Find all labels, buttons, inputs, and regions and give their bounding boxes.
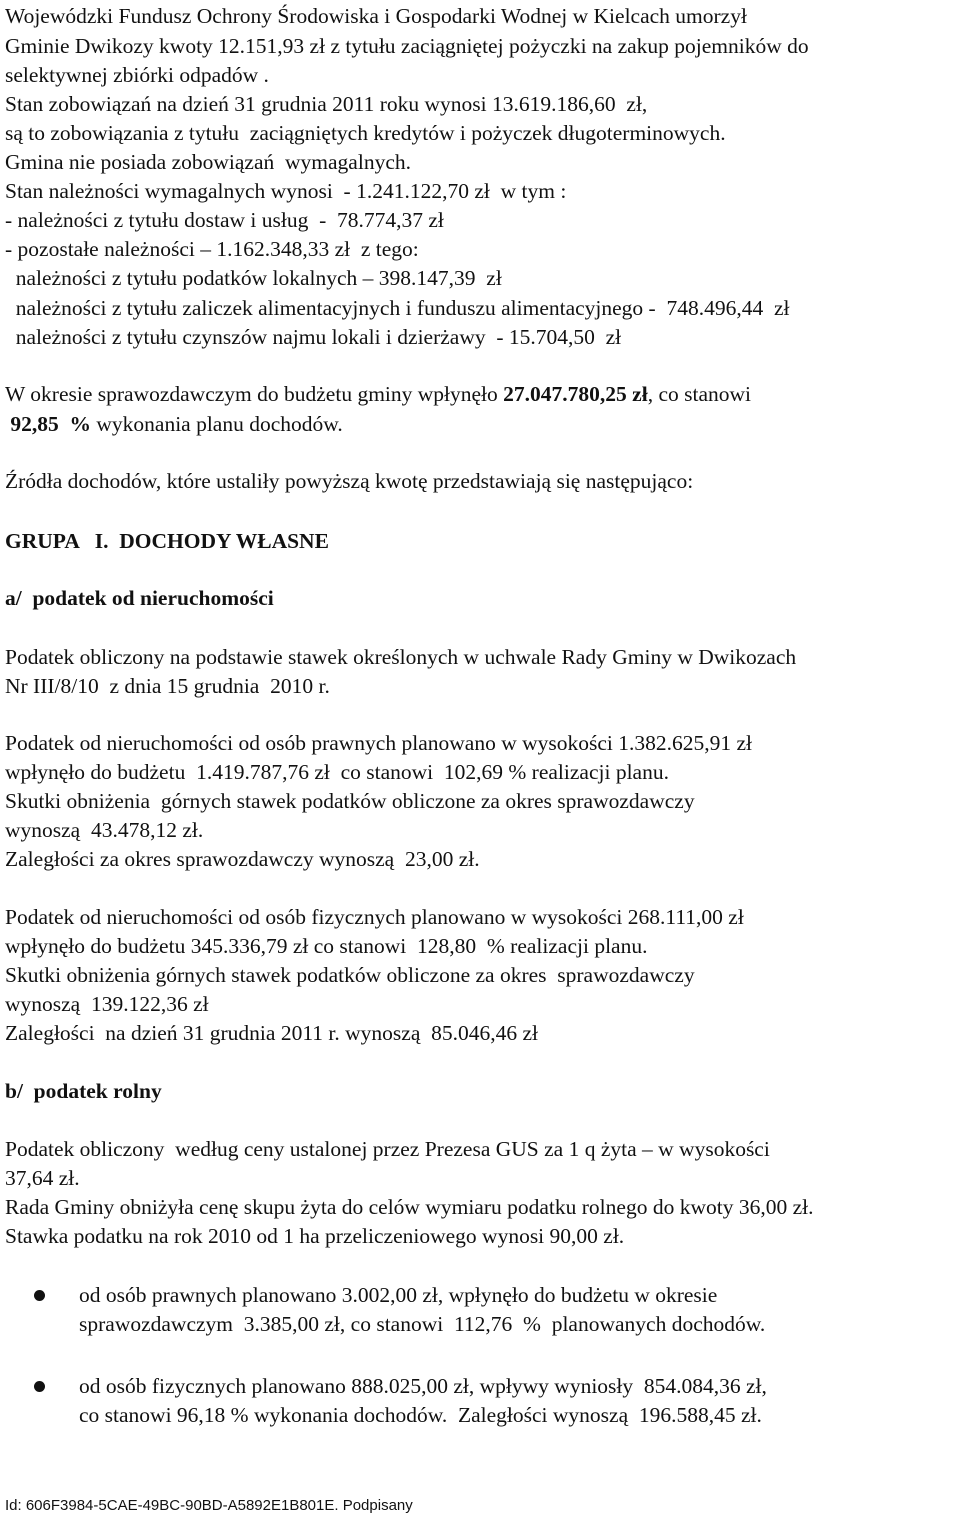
section-a-basis-2: Nr III/8/10 z dnia 15 grudnia 2010 r. bbox=[5, 674, 330, 698]
section-a-heading: a/ podatek od nieruchomości bbox=[5, 586, 274, 610]
legal-persons-line-3: Skutki obniżenia górnych stawek podatków obliczone za okres sprawozdawczy bbox=[5, 789, 695, 813]
section-b-line-2: 37,64 zł. bbox=[5, 1166, 80, 1190]
legal-persons-line-2: wpłynęło do budżetu 1.419.787,76 zł co stanowi 102,69 % realizacji planu. bbox=[5, 760, 669, 784]
section-a-basis-1: Podatek obliczony na podstawie stawek określonych w uchwale Rady Gminy w Dwikozach bbox=[5, 645, 797, 669]
legal-persons-line-4: wynoszą 43.478,12 zł. bbox=[5, 818, 204, 842]
intro-line: Gmina nie posiada zobowiązań wymagalnych. bbox=[5, 150, 411, 174]
natural-persons-line-4: wynoszą 139.122,36 zł bbox=[5, 992, 209, 1016]
intro-line: należności z tytułu czynszów najmu lokali i dzierżawy - 15.704,50 zł bbox=[5, 325, 622, 349]
document-footer: Id: 606F3984-5CAE-49BC-90BD-A5892E1B801E. Podpisany bbox=[5, 1497, 413, 1514]
intro-line: Wojewódzki Fundusz Ochrony Środowiska i Gospodarki Wodnej w Kielcach umorzył bbox=[5, 4, 747, 28]
intro-line: są to zobowiązania z tytułu zaciągniętych kredytów i pożyczek długoterminowych. bbox=[5, 121, 726, 145]
intro-line: Gminie Dwikozy kwoty 12.151,93 zł z tytułu zaciągniętej pożyczki na zakup pojemników do bbox=[5, 34, 809, 58]
intro-line: - należności z tytułu dostaw i usług - 78.774,37 zł bbox=[5, 208, 444, 232]
sources-line: Źródła dochodów, które ustaliły powyższą kwotę przedstawiają się następująco: bbox=[5, 469, 694, 493]
bullet-dot bbox=[34, 1381, 45, 1392]
section-b-line-3: Rada Gminy obniżyła cenę skupu żyta do celów wymiaru podatku rolnego do kwoty 36,00 zł. bbox=[5, 1195, 814, 1219]
summary-percent: 92,85 % bbox=[5, 412, 91, 436]
intro-line: selektywnej zbiórki odpadów . bbox=[5, 63, 269, 87]
section-b-heading: b/ podatek rolny bbox=[5, 1079, 162, 1103]
intro-line: Stan zobowiązań na dzień 31 grudnia 2011 roku wynosi 13.619.186,60 zł, bbox=[5, 92, 648, 116]
intro-line: - pozostałe należności – 1.162.348,33 zł z tego: bbox=[5, 237, 419, 261]
bullet-dot bbox=[34, 1290, 45, 1301]
bullet-item-natural-line-1: od osób fizycznych planowano 888.025,00 zł, wpływy wyniosły 854.084,36 zł, bbox=[79, 1374, 767, 1398]
summary-text: wykonania planu dochodów. bbox=[91, 412, 343, 436]
intro-line: należności z tytułu zaliczek alimentacyjnych i funduszu alimentacyjnego - 748.496,44 zł bbox=[5, 296, 790, 320]
bullet-item-natural-line-2: co stanowi 96,18 % wykonania dochodów. Zaległości wynoszą 196.588,45 zł. bbox=[79, 1403, 762, 1427]
bullet-item-legal-line-1: od osób prawnych planowano 3.002,00 zł, wpłynęło do budżetu w okresie bbox=[79, 1283, 718, 1307]
natural-persons-line-5: Zaległości na dzień 31 grudnia 2011 r. wynoszą 85.046,46 zł bbox=[5, 1021, 538, 1045]
summary-line-2 bbox=[5, 410, 343, 439]
natural-persons-line-2: wpłynęło do budżetu 345.336,79 zł co stanowi 128,80 % realizacji planu. bbox=[5, 934, 648, 958]
natural-persons-line-1: Podatek od nieruchomości od osób fizycznych planowano w wysokości 268.111,00 zł bbox=[5, 905, 744, 929]
intro-line: Stan należności wymagalnych wynosi - 1.241.122,70 zł w tym : bbox=[5, 179, 567, 203]
summary-text: W okresie sprawozdawczym do budżetu gminy wpłynęło bbox=[5, 382, 504, 406]
natural-persons-line-3: Skutki obniżenia górnych stawek podatków obliczone za okres sprawozdawczy bbox=[5, 963, 695, 987]
group-heading: GRUPA I. DOCHODY WŁASNE bbox=[5, 529, 329, 553]
section-b-line-4: Stawka podatku na rok 2010 od 1 ha przeliczeniowego wynosi 90,00 zł. bbox=[5, 1224, 625, 1248]
summary-amount: 27.047.780,25 zł bbox=[503, 382, 648, 406]
summary-line-1 bbox=[5, 380, 751, 409]
legal-persons-line-5: Zaległości za okres sprawozdawczy wynoszą 23,00 zł. bbox=[5, 847, 480, 871]
intro-line: należności z tytułu podatków lokalnych – 398.147,39 zł bbox=[5, 266, 502, 290]
bullet-item-legal-line-2: sprawozdawczym 3.385,00 zł, co stanowi 112,76 % planowanych dochodów. bbox=[79, 1312, 766, 1336]
section-b-line-1: Podatek obliczony według ceny ustalonej przez Prezesa GUS za 1 q żyta – w wysokości bbox=[5, 1137, 770, 1161]
summary-text: , co stanowi bbox=[647, 382, 751, 406]
legal-persons-line-1: Podatek od nieruchomości od osób prawnych planowano w wysokości 1.382.625,91 zł bbox=[5, 731, 753, 755]
